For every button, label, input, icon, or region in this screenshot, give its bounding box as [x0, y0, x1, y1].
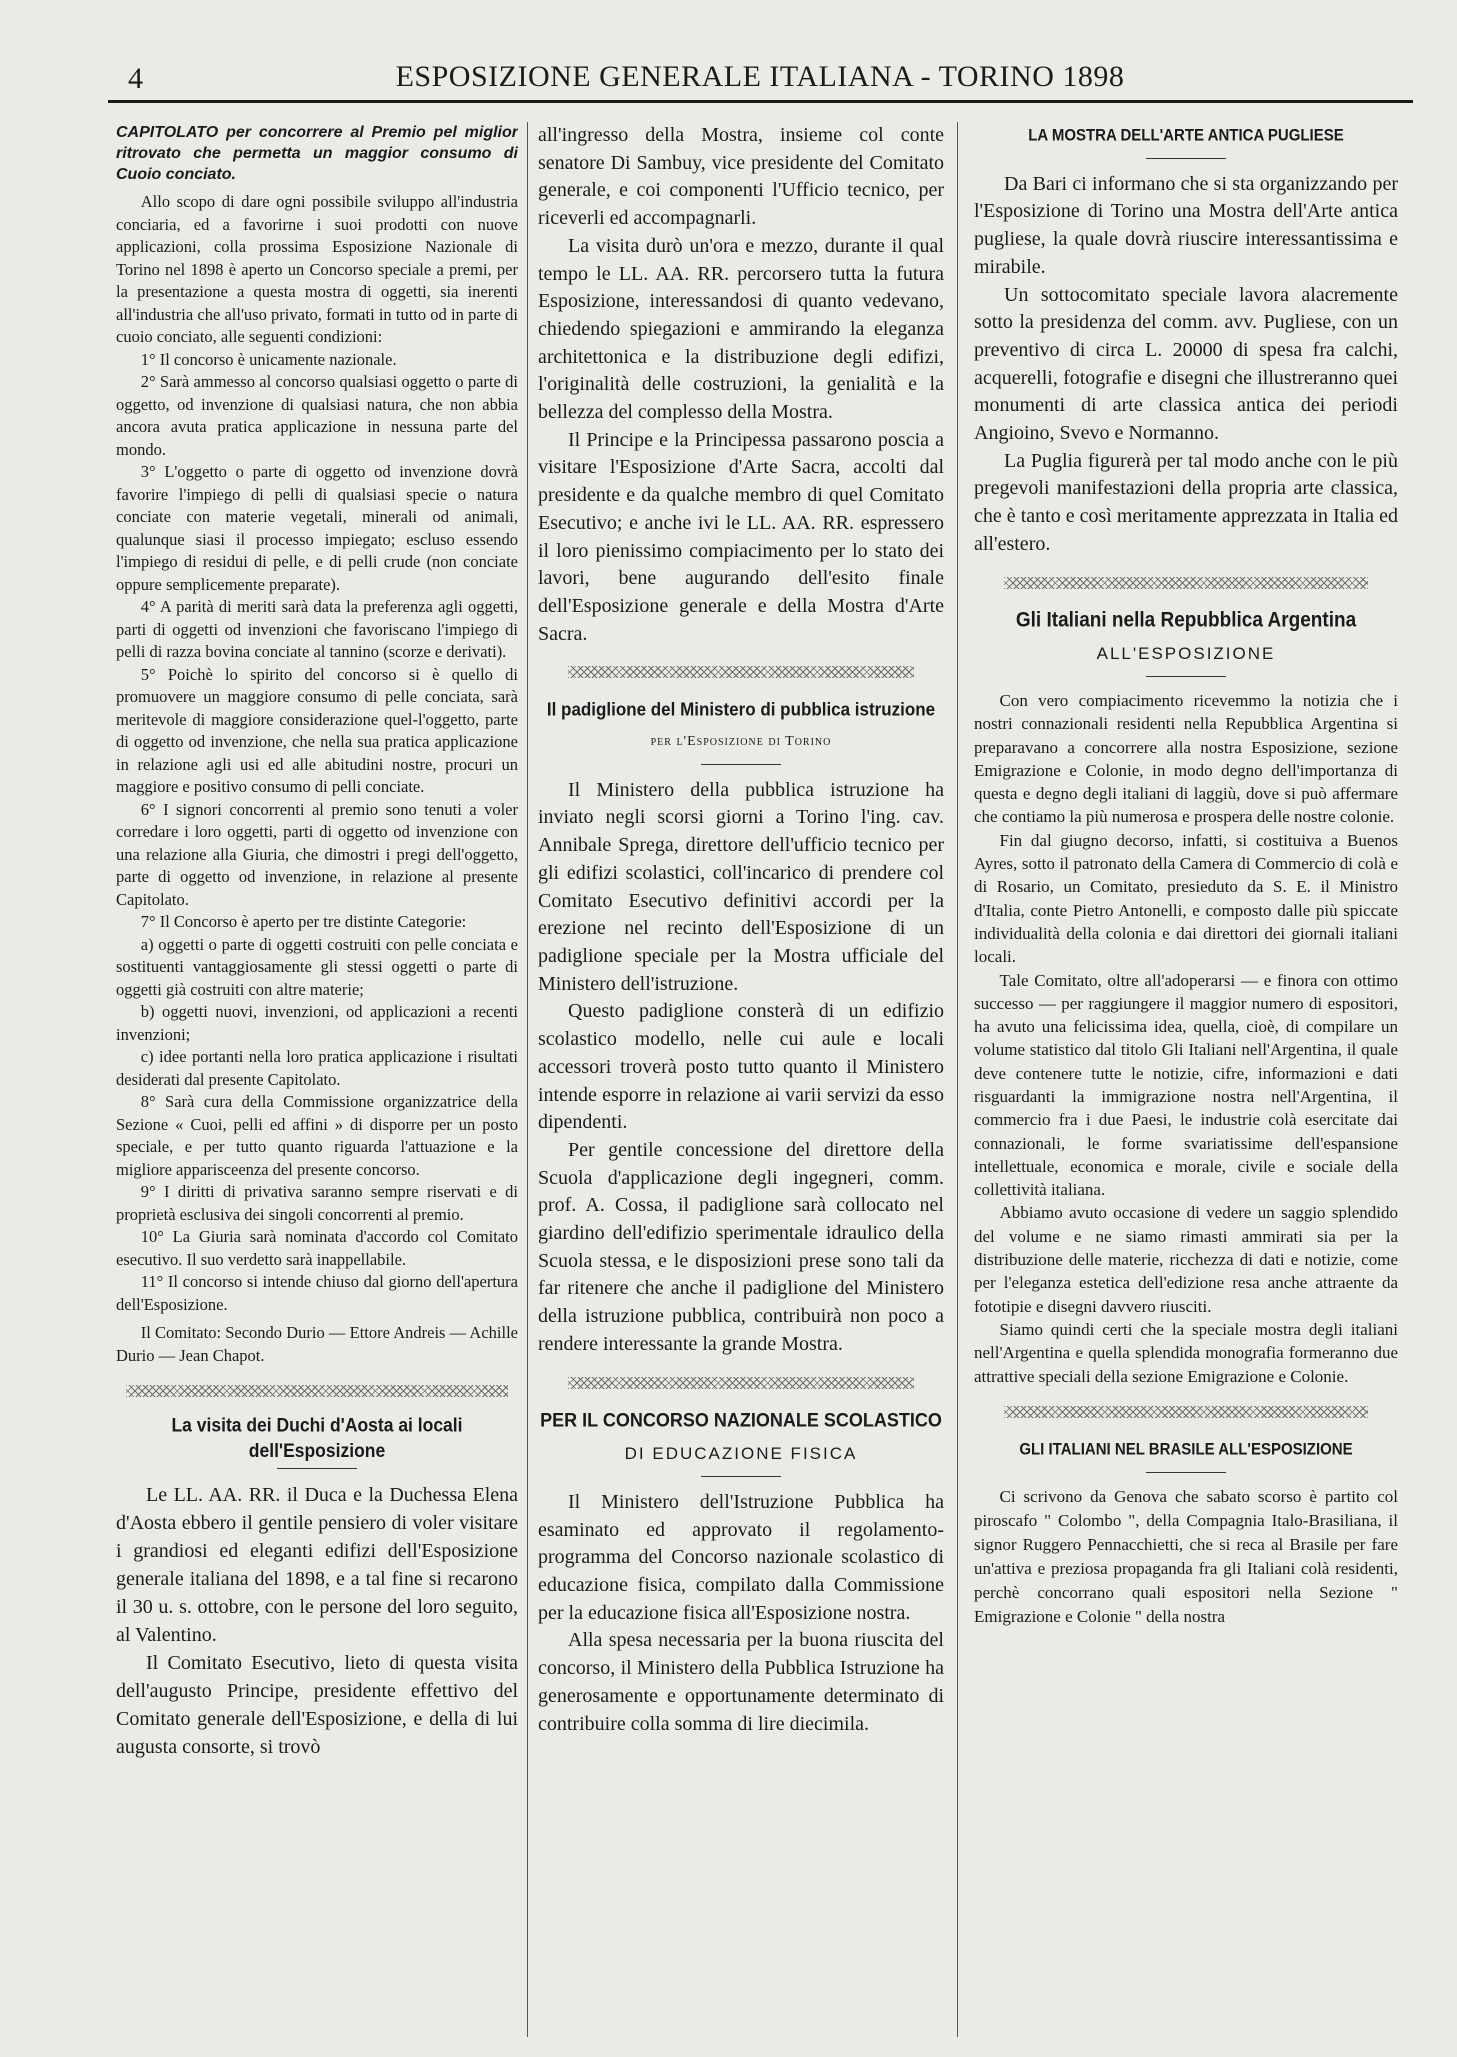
paragraph: all'ingresso della Mostra, insieme col conte senatore Di Sambuy, vice presidente del Comitato generale, e coi componenti l'Ufficio tecnico, per riceverli ed accompagnarli.	[538, 124, 944, 230]
capitolato-title: CAPITOLATO per concorrere al Premio pel miglior ritrovato che permetta un maggior consumo di Cuoio conciato.	[116, 124, 518, 183]
paragraph: 3° L'oggetto o parte di oggetto od invenzione dovrà favorire l'impiego di pelli di qualsiasi specie o natura conciate con materie vegetali, minerali od animali, qualunque siasi il processo impiegato; escluso essendo l'impiego di residui di pelle, e di pelli crude (non conciate oppure semplicemente preparate).	[116, 462, 518, 594]
paragraph: b) oggetti nuovi, invenzioni, od applicazioni a recenti invenzioni;	[116, 1002, 518, 1044]
column-3	[974, 122, 1398, 2042]
paragraph: Abbiamo avuto occasione di vedere un saggio splendido del volume e ne siamo rimasti ammirati sia per la distribuzione delle materie, ricchezza di dati e notizie, come per l'eleganza estetica dell'edizione resa anche attraente da fototipie e disegni davvero riusciti.	[974, 1203, 1398, 1316]
column-divider	[957, 122, 958, 2037]
argentina-title: Gli Italiani nella Repubblica Argentina	[1015, 608, 1357, 632]
paragraph: 8° Sarà cura della Commissione organizzatrice della Sezione « Cuoi, pelli ed affini » di disporre per un posto speciale, e per tutto quanto riguarda l'attuazione e la migliore apparisceenza del presente concorso.	[116, 1092, 518, 1179]
concorso-subtitle: DI EDUCAZIONE FISICA	[624, 1444, 858, 1464]
section-separator	[1004, 1406, 1368, 1418]
title-rule	[701, 764, 781, 765]
padiglione-body	[538, 777, 944, 1359]
title-rule	[1146, 1472, 1226, 1473]
brasile-body	[974, 1485, 1398, 1629]
duchi-title: La visita dei Duchi d'Aosta ai locali dell'Esposizione	[171, 1413, 463, 1461]
paragraph: Un sottocomitato speciale lavora alacremente sotto la presidenza del comm. avv. Pugliese, con un preventivo di circa L. 20000 di spesa fra calchi, acquerelli, fotografie e disegni che illustreranno quei monumenti di arte classica antica dei periodi Angioino, Svevo e Normanno.	[974, 283, 1398, 445]
section-separator	[568, 666, 914, 678]
duchi-continued	[538, 122, 944, 648]
paragraph: Da Bari ci informano che si sta organizzando per l'Esposizione di Torino una Mostra dell'Arte antica pugliese, la quale dovrà riuscire interessantissima e mirabile.	[974, 172, 1398, 278]
paragraph: Per gentile concessione del direttore della Scuola d'applicazione degli ingegneri, comm. prof. A. Cossa, il padiglione sarà collocato nel giardino dell'edifizio sperimentale idraulico della Scuola stessa, e le disposizioni prese sono tali da far ritenere che anche il padiglione del Ministero della istruzione pubblica, contribuirà non poco a rendere interessante la grande Mostra.	[538, 1138, 944, 1355]
page-header	[110, 58, 1410, 98]
paragraph: Fin dal giugno decorso, infatti, si costituiva a Buenos Ayres, sotto il patronato della Camera di Commercio di colà e di Rosario, un Comitato, presieduto da S. E. il Ministro d'Italia, conte Pietro Antonelli, e composto dalle più spiccate individualità della colonia e dai direttori dei giornali italiani locali.	[974, 830, 1398, 967]
paragraph: 5° Poichè lo spirito del concorso si è quello di promuovere un maggiore consumo di pelle conciata, sarà meritevole di maggiore considerazione quel-l'oggetto, parte di oggetto od invenzione, che nella sua pratica applicazione in relazione agli usi ed alle abitudini nostre, procuri un maggiore e positivo consumo di pelli conciate.	[116, 664, 518, 796]
paragraph: Tale Comitato, oltre all'adoperarsi — e finora con ottimo successo — per raggiungere il maggior numero di espositori, ha avuto una felicissima idea, quella, cioè, di compilare un volume statistico dal titolo Gli Italiani nell'Argentina, il quale deve contenere tutte le notizie, cifre, informazioni e dati risguardanti la immigrazione nostra nell'Argentina, il commercio fra i due Paesi, le industrie colà esercitate dai connazionali, le forme svariatissime dell'espansione intellettuale, economica e morale, civile e sociale della collettività italiana.	[974, 970, 1398, 1200]
paragraph: Questo padiglione consterà di un edifizio scolastico modello, nelle cui aule e locali accessori troverà posto tutto quanto il Ministero intende esporre in relazione ai varii servizi da esso dipendenti.	[538, 1000, 944, 1134]
padiglione-title: Il padiglione del Ministero di pubblica istruzione	[546, 699, 936, 721]
paragraph: 6° I signori concorrenti al premio sono tenuti a voler corredare i loro oggetti, parti di oggetto od invenzione con una relazione alla Giuria, che dimostri i pregi dell'oggetto, parte di oggetto od invenzione, in relazione al presente Capitolato.	[116, 799, 518, 909]
paragraph: La Puglia figurerà per tal modo anche con le più pregevoli manifestazioni della propria arte classica, che è tanto e così meritamente apprezzata in Italia ed all'estero.	[974, 449, 1398, 555]
paragraph: 7° Il Concorso è aperto per tre distinte Categorie:	[140, 912, 467, 931]
section-separator	[568, 1377, 914, 1389]
header-rule	[108, 100, 1413, 103]
paragraph: 4° A parità di meriti sarà data la preferenza agli oggetti, parti di oggetti od invenzioni che favoriscano l'impiego di pelli di razza bovina conciate al tannino (scorze e derivati).	[116, 597, 518, 661]
brasile-title: GLI ITALIANI NEL BRASILE ALL'ESPOSIZIONE	[1019, 1439, 1353, 1459]
paragraph: Il Comitato Esecutivo, lieto di questa visita dell'augusto Principe, presidente effettivo del Comitato generale dell'Esposizione, e della di lui augusta consorte, si trovò	[116, 1652, 518, 1758]
concorso-body	[538, 1489, 944, 1738]
paragraph: Con vero compiacimento ricevemmo la notizia che i nostri connazionali residenti nella Repubblica Argentina si preparavano a concorrere alla nostra Esposizione, sezione Emigrazione e Colonie, in modo degno dell'importanza di questa e degno degli italiani di laggiù, dove si può affermare che contiamo la più numerosa e prospera delle nostre colonie.	[974, 690, 1398, 827]
title-rule	[1146, 676, 1226, 677]
paragraph: 11° Il concorso si intende chiuso dal giorno dell'apertura dell'Esposizione.	[116, 1272, 518, 1314]
paragraph: Il Ministero dell'Istruzione Pubblica ha esaminato ed approvato il regolamento-programma del Concorso nazionale scolastico di educazione fisica, compilato dalla Commissione per la educazione fisica all'Esposizione nostra.	[538, 1490, 944, 1624]
paragraph: Siamo quindi certi che la speciale mostra degli italiani nell'Argentina e quella splendida monografia formeranno due attrattive speciali della sezione Emigrazione e Colonie.	[974, 1319, 1398, 1386]
title-rule	[1146, 158, 1226, 159]
paragraph: c) idee portanti nella loro pratica applicazione i risultati desiderati dal presente Capitolato.	[116, 1047, 518, 1089]
paragraph: Le LL. AA. RR. il Duca e la Duchessa Elena d'Aosta ebbero il gentile pensiero di voler visitare i grandiosi ed eleganti edifizi dell'Esposizione generale italiana del 1898, e a tal fine si recarono il 30 u. s. ottobre, con le persone del loro seguito, al Valentino.	[116, 1484, 518, 1646]
capitolato-body	[116, 191, 518, 1367]
paragraph: Allo scopo di dare ogni possibile sviluppo all'industria conciaria, ed a favorirne i suoi prodotti con nuove applicazioni, colla prossima Esposizione Nazionale di Torino nel 1898 è aperto un Concorso speciale a premi, per la presentazione a questa mostra di oggetti, sia inerenti all'industria che all'uso privato, formati in tutto od in parte di cuoio conciato, alle seguenti condizioni:	[116, 192, 518, 346]
column-1	[116, 122, 518, 2042]
running-title: ESPOSIZIONE GENERALE ITALIANA - TORINO 1898	[395, 60, 1125, 93]
paragraph: La visita durò un'ora e mezzo, durante il qual tempo le LL. AA. RR. percorsero tutta la futura Esposizione, interessandosi di quanto vedevano, chiedendo spiegazioni e ammirando la eleganza architettonica e la distribuzione degli edifizi, l'originalità delle costruzioni, la genialità e la bellezza del complesso della Mostra.	[538, 234, 944, 424]
section-separator	[1004, 577, 1368, 589]
paragraph: 9° I diritti di privativa saranno sempre riservati e di proprietà esclusiva dei singoli concorrenti al premio.	[116, 1182, 518, 1224]
page-number: 4	[128, 62, 143, 95]
paragraph: Il Principe e la Principessa passarono poscia a visitare l'Esposizione d'Arte Sacra, accolti dal presidente e da qualche membro di quel Comitato Esecutivo; e anche ivi le LL. AA. RR. espressero il loro pienissimo compiacimento per lo stato dei lavori, bene augurando dell'esito finale dell'Esposizione generale e della Mostra d'Arte Sacra.	[538, 428, 944, 645]
paragraph: 1° Il concorso è unicamente nazionale.	[140, 349, 397, 369]
title-rule	[701, 1476, 781, 1477]
paragraph: a) oggetti o parte di oggetti costruiti con pelle conciata e sostituenti vantaggiosamente gli stessi oggetti o parte di oggetti già costruiti con altre materie;	[116, 934, 518, 999]
paragraph: 2° Sarà ammesso al concorso qualsiasi oggetto o parte di oggetto, od invenzione di qualsiasi natura, che non abbia ancora avuta pratica applicazione in nessuna parte del mondo.	[116, 372, 518, 459]
column-2	[538, 122, 944, 2042]
puglia-title: LA MOSTRA DELL'ARTE ANTICA PUGLIESE	[1028, 126, 1344, 145]
paragraph: Il Ministero della pubblica istruzione ha inviato negli scorsi giorni a Torino l'ing. cav. Annibale Sprega, direttore dell'ufficio tecnico per gli edifizi scolastici, coll'incarico di prendere col Comitato Esecutivo definitivi accordi per la erezione nel recinto dell'Esposizione di un padiglione speciale per la Mostra ufficiale del Ministero dell'istruzione.	[538, 778, 944, 995]
section-separator	[126, 1385, 508, 1397]
duchi-body	[116, 1481, 518, 1761]
argentina-subtitle: ALL'ESPOSIZIONE	[1096, 644, 1276, 664]
argentina-body	[974, 689, 1398, 1388]
paragraph: Alla spesa necessaria per la buona riuscita del concorso, il Ministero della Pubblica Istruzione ha generosamente e opportunamente determinato di contribuire colla somma di lire diecimila.	[538, 1629, 944, 1735]
concorso-title: PER IL CONCORSO NAZIONALE SCOLASTICO	[540, 1408, 942, 1431]
signature: Il Comitato: Secondo Durio — Ettore Andreis — Achille Durio — Jean Chapot.	[116, 1323, 518, 1365]
column-divider	[527, 122, 528, 2037]
puglia-body	[974, 171, 1398, 559]
padiglione-subtitle: per l'Esposizione di Torino	[650, 734, 832, 750]
paragraph: Ci scrivono da Genova che sabato scorso è partito col piroscafo " Colombo ", della Compagnia Italo-Brasiliana, il signor Ruggero Pennacchietti, che si reca al Brasile per fare un'attiva e preziosa propaganda fra gli Italiani colà residenti, perchè concorrano quali espositori nella Sezione " Emigrazione e Colonie " della nostra	[974, 1486, 1398, 1626]
title-rule	[277, 1468, 357, 1469]
paragraph: 10° La Giuria sarà nominata d'accordo col Comitato esecutivo. Il suo verdetto sarà inappellabile.	[116, 1227, 518, 1269]
